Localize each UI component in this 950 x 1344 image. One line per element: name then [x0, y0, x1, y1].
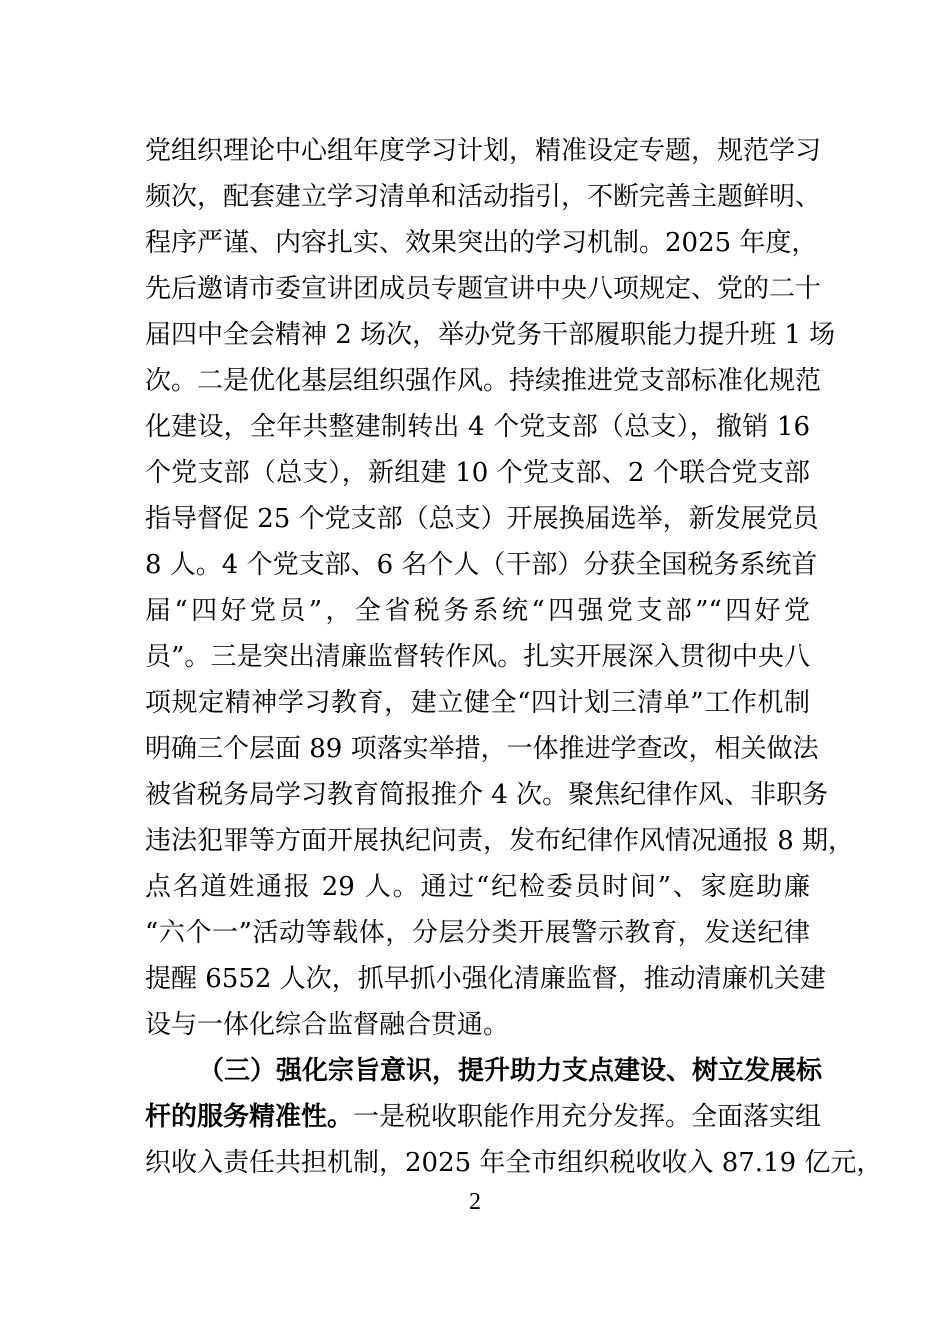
- section-heading: （三）强化宗旨意识，提升助力支点建设、树立发展标: [198, 1056, 823, 1086]
- body-text-line: 明确三个层面 89 项落实举措，一体推进学查改，相关做法: [145, 734, 819, 764]
- body-text-line: 员”。三是突出清廉监督转作风。扎实开展深入贯彻中央八: [145, 642, 810, 672]
- body-text-inline: 一是税收职能作用充分发挥。全面落实组: [353, 1102, 822, 1132]
- section-heading-continued: [145, 1102, 822, 1132]
- page-number: 2: [469, 1189, 481, 1215]
- body-text-line: 程序严谨、内容扎实、效果突出的学习机制。2025 年度，: [145, 228, 818, 258]
- body-text-line: 被省税务局学习教育简报推介 4 次。聚焦纪律作风、非职务: [145, 780, 829, 810]
- body-text-line: 个党支部（总支），新组建 10 个党支部、2 个联合党支部: [145, 458, 810, 488]
- body-text-line: 项规定精神学习教育，建立健全“四计划三清单”工作机制: [145, 688, 810, 718]
- body-text-line: 点名道姓通报 29 人。通过“纪检委员时间”、家庭助廉: [145, 872, 810, 902]
- body-text-line: 党组织理论中心组年度学习计划，精准设定专题，规范学习: [145, 136, 822, 166]
- body-text-line: 先后邀请市委宣讲团成员专题宣讲中央八项规定、党的二十: [145, 274, 822, 304]
- body-text-line: 指导督促 25 个党支部（总支）开展换届选举，新发展党员: [145, 504, 819, 534]
- body-text-line: 次。二是优化基层组织强作风。持续推进党支部标准化规范: [145, 366, 822, 396]
- body-text-line: 织收入责任共担机制，2025 年全市组织税收收入 87.19 亿元，: [145, 1148, 883, 1178]
- body-text-line: 提醒 6552 人次，抓早抓小强化清廉监督，推动清廉机关建: [145, 964, 826, 994]
- section-heading-tail: 杆的服务精准性。: [145, 1102, 354, 1132]
- body-text-line: 违法犯罪等方面开展执纪问责，发布纪律作风情况通报 8 期，: [145, 826, 855, 856]
- body-text-line: 8 人。4 个党支部、6 名个人（干部）分获全国税务系统首: [145, 550, 818, 580]
- body-text-line: 频次，配套建立学习清单和活动指引，不断完善主题鲜明、: [145, 182, 822, 212]
- body-text-line: 届“四好党员”，全省税务系统“四强党支部”“四好党: [145, 596, 810, 626]
- body-text-line: 化建设，全年共整建制转出 4 个党支部（总支），撤销 16: [145, 412, 810, 442]
- body-text-line: 届四中全会精神 2 场次，举办党务干部履职能力提升班 1 场: [145, 320, 836, 350]
- body-text-line: “六个一”活动等载体，分层分类开展警示教育，发送纪律: [145, 918, 810, 948]
- body-text-line: 设与一体化综合监督融合贯通。: [145, 1010, 510, 1040]
